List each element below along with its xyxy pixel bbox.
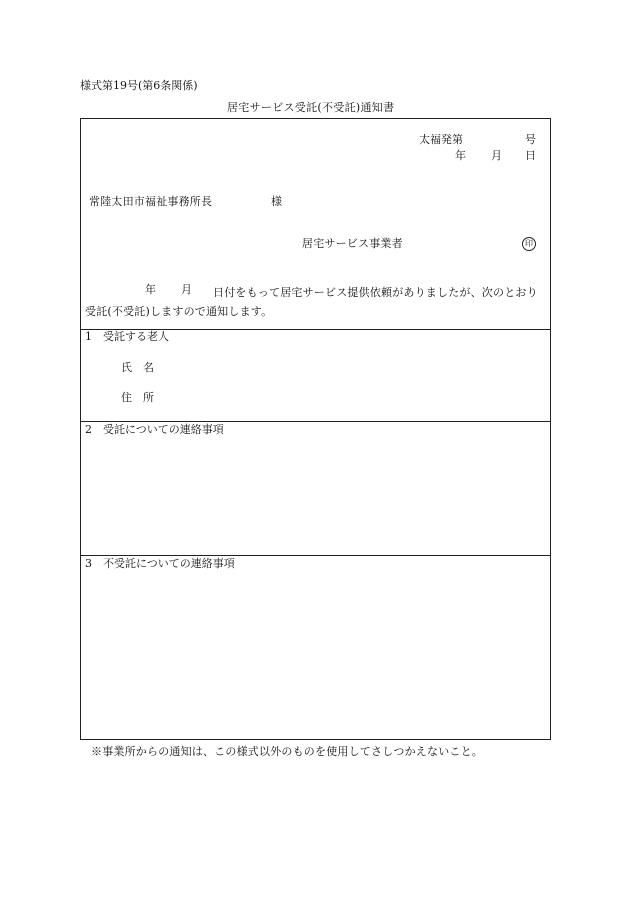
notice-month-label: 月 bbox=[181, 283, 192, 296]
date-day-label: 日 bbox=[525, 149, 536, 162]
provider-label: 居宅サービス事業者 bbox=[302, 237, 403, 250]
section-3-notes-area[interactable] bbox=[81, 573, 550, 739]
notice-body-text bbox=[85, 283, 547, 321]
section-2-number: 2 bbox=[85, 423, 92, 436]
section-1-number: 1 bbox=[85, 330, 92, 343]
date-month-label: 月 bbox=[491, 149, 502, 162]
form-frame bbox=[80, 118, 551, 740]
section-3-title: 不受託についての連絡事項 bbox=[103, 557, 235, 570]
addressee-honorific: 様 bbox=[271, 195, 282, 208]
document-number-suffix: 号 bbox=[525, 133, 536, 146]
date-year-label: 年 bbox=[455, 149, 466, 162]
addressee: 常陸太田市福祉事務所長 bbox=[89, 195, 213, 208]
section-2-title: 受託についての連絡事項 bbox=[103, 423, 224, 436]
form-number: 様式第19号(第6条関係) bbox=[80, 79, 198, 92]
footnote: ※事業所からの通知は、この様式以外のものを使用してさしつかえないこと。 bbox=[91, 745, 483, 758]
notice-body-sentence: 日付をもって居宅サービス提供依頼がありましたが、次のとおり受託(不受託)しますので通知します。 bbox=[85, 286, 538, 318]
name-field-label: 氏 名 bbox=[121, 361, 154, 374]
divider-section-2 bbox=[81, 555, 550, 556]
section-2-notes-area[interactable] bbox=[81, 439, 550, 555]
notice-year-label: 年 bbox=[145, 283, 156, 296]
document-title: 居宅サービス受託(不受託)通知書 bbox=[227, 101, 395, 114]
divider-section-1 bbox=[81, 421, 550, 422]
seal-mark: 印 bbox=[522, 237, 536, 251]
section-1-title: 受託する老人 bbox=[103, 330, 169, 343]
section-3-number: 3 bbox=[85, 557, 92, 570]
document-number-prefix: 太福発第 bbox=[419, 133, 463, 146]
address-field-label: 住 所 bbox=[121, 391, 154, 404]
